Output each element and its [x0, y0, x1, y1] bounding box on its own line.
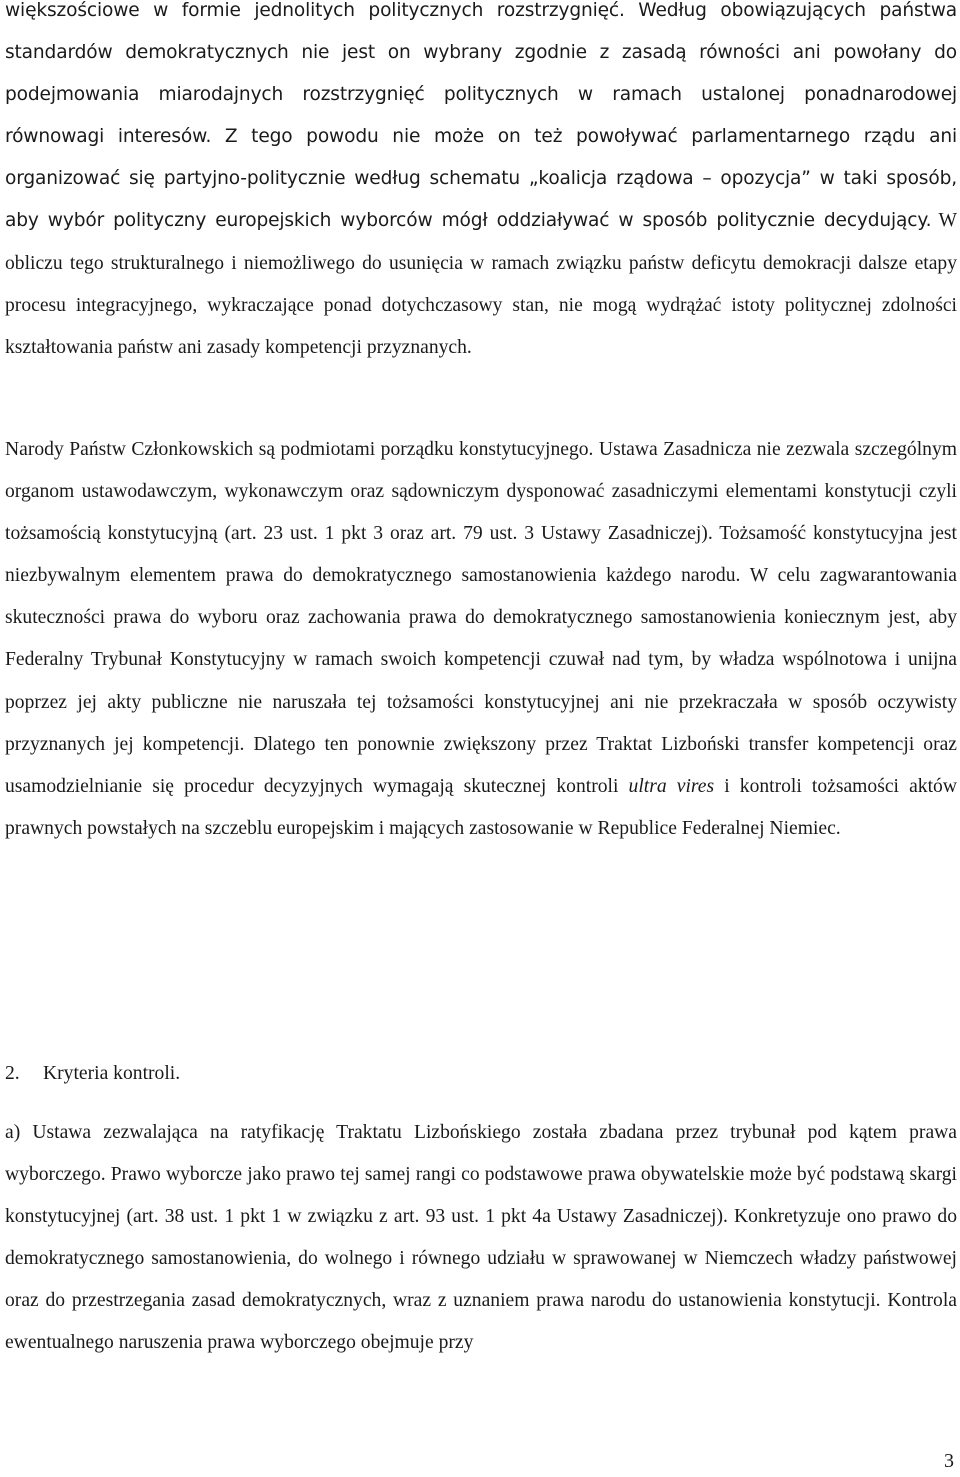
- section-title: Kryteria kontroli.: [43, 1063, 181, 1084]
- section-number: 2.: [5, 1063, 20, 1084]
- paragraph-text-continued: i kontroli tożsamości aktów prawnych powstałych na szczeblu europejskim i mających zastosowanie w Republice Federalnej Niemiec.: [5, 775, 957, 839]
- paragraph-electoral-law: [5, 1112, 957, 1365]
- paragraph-text: Narody Państw Członkowskich są podmiotami porządku konstytucyjnego. Ustawa Zasadnicza nie zezwala szczególnym organom ustawodawczym, wykonawczym oraz sądowniczym dysponować zasadniczymi elementami konstytucji czyli tożsamością konstytucyjną (art. 23 ust. 1 pkt 3 oraz art. 79 ust. 3 Ustawy Zasadniczej). Tożsamość konstytucyjna jest niezbywalnym elementem prawa do demokratycznego samostanowienia każdego narodu. W celu zagwarantowania skuteczności prawa do wyboru oraz zachowania prawa do demokratycznego samostanowienia koniecznym jest, aby Federalny Trybunał Konstytucyjny w ramach swoich kompetencji czuwał nad tym, by władza wspólnotowa i unijna poprzez jej akty publiczne nie naruszała tej tożsamości konstytucyjnej ani nie przekraczała w sposób oczywisty przyznanych jej kompetencji. Dlatego ten ponownie zwiększony przez Traktat Lizboński transfer kompetencji oraz usamodzielnianie się procedur decyzyjnych wymagają skutecznej kontroli: [5, 439, 957, 797]
- paragraph-sans-text: większościowe w formie jednolitych politycznych rozstrzygnięć. Według obowiązujących państwa standardów demokratycznych nie jest on wybrany zgodnie z zasadą równości ani powołany do podejmowania miarodajnych rozstrzygnięć politycznych w ramach ustalonej ponadnarodowej równowagi interesów. Z tego powodu nie może on też powoływać parlamentarnego rządu ani organizować się partyjno-politycznie według schematu „koalicja rządowa – opozycja” w taki sposób, aby wybór polityczny europejskich wyborców mógł oddziaływać w sposób politycznie decydujący.: [5, 0, 957, 232]
- section-heading: [5, 1053, 957, 1095]
- paragraph-serif-text: W obliczu tego strukturalnego i niemożliwego do usunięcia w ramach związku państw deficytu demokracji dalsze etapy procesu integracyjnego, wykraczające ponad dotychczasowy stan, nie mogą wydrążać istoty politycznej zdolności kształtowania państw ani zasady kompetencji przyznanych.: [5, 210, 957, 358]
- italic-term: ultra vires: [628, 775, 715, 797]
- page-number: 3: [944, 1450, 954, 1472]
- paragraph-democracy-deficit: [5, 0, 957, 369]
- paragraph-text: a) Ustawa zezwalająca na ratyfikację Traktatu Lizbońskiego została zbadana przez trybunał pod kątem prawa wyborczego. Prawo wyborcze jako prawo tej samej rangi co podstawowe prawa obywatelskie może być podstawą skargi konstytucyjnej (art. 38 ust. 1 pkt 1 w związku z art. 93 ust. 1 pkt 4a Ustawy Zasadniczej). Konkretyzuje ono prawo do demokratycznego samostanowienia, do wolnego i równego udziału w sprawowanej w Niemczech władzy państwowej oraz do przestrzegania zasad demokratycznych, wraz z uznaniem prawa narodu do ustanowienia konstytucji. Kontrola ewentualnego naruszenia prawa wyborczego obejmuje przy: [5, 1122, 957, 1354]
- paragraph-constitutional-identity: [5, 429, 957, 850]
